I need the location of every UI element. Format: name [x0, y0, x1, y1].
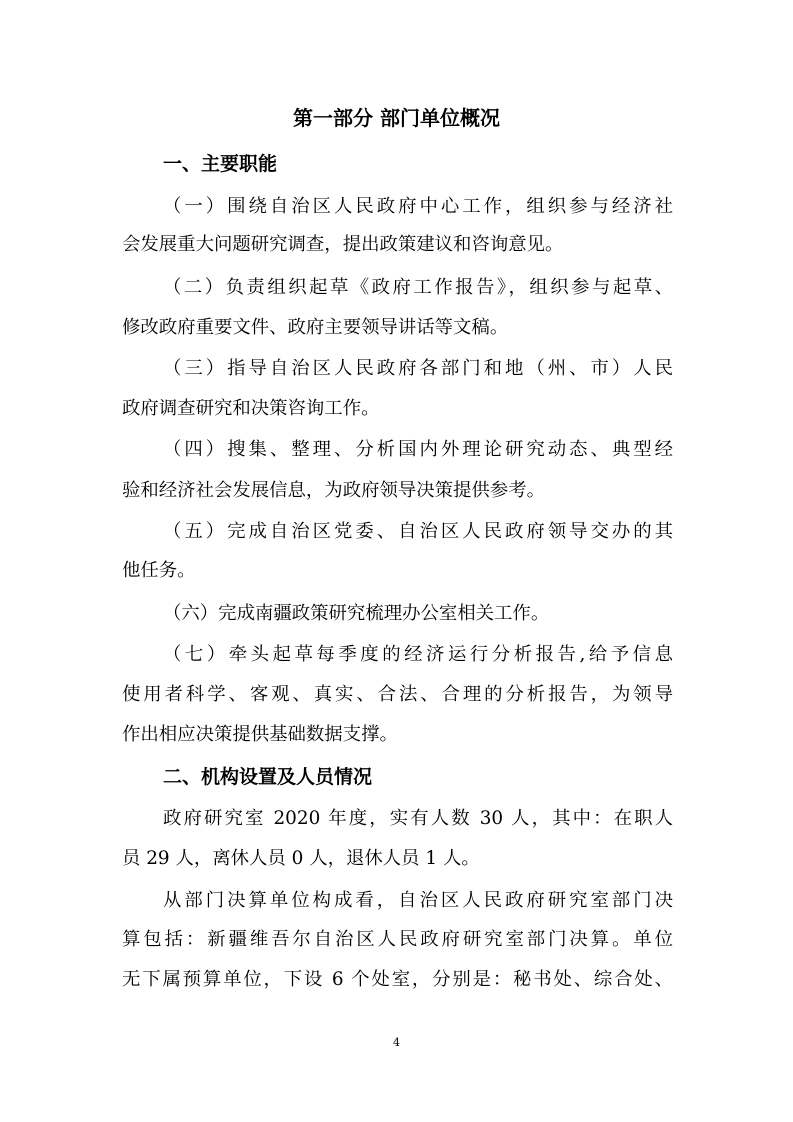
- paragraph-line: 员 29 人，离休人员 0 人，退休人员 1 人。: [122, 848, 480, 869]
- paragraph-line: （五）完成自治区党委、自治区人民政府领导交办的其: [163, 521, 673, 542]
- paragraph-line: （三）指导自治区人民政府各部门和地（州、市）人民: [163, 358, 673, 379]
- section-heading-main-functions: 一、主要职能: [163, 153, 278, 175]
- paragraph-line: 政府调查研究和决策咨询工作。: [122, 398, 380, 419]
- section-heading-organization-staff: 二、机构设置及人员情况: [163, 766, 373, 788]
- paragraph-line: 他任务。: [122, 560, 196, 581]
- paragraph-line: 政府研究室 2020 年度，实有人数 30 人，其中：在职人: [163, 808, 673, 829]
- page-title: 第一部分 部门单位概况: [293, 106, 500, 130]
- paragraph-line: （七）牵头起草每季度的经济运行分析报告,给予信息: [163, 644, 673, 665]
- paragraph-line: （一）围绕自治区人民政府中心工作，组织参与经济社: [163, 196, 673, 217]
- paragraph-line: （六）完成南疆政策研究梳理办公室相关工作。: [163, 603, 550, 624]
- paragraph-line: 算包括：新疆维吾尔自治区人民政府研究室部门决算。单位: [122, 929, 673, 950]
- paragraph-line: 会发展重大问题研究调查，提出政策建议和咨询意见。: [122, 234, 564, 255]
- paragraph-line: （四）搜集、整理、分析国内外理论研究动态、典型经: [163, 439, 673, 460]
- paragraph-line: （二）负责组织起草《政府工作报告》，组织参与起草、: [163, 277, 673, 298]
- paragraph-line: 作出相应决策提供基础数据支撑。: [122, 724, 398, 745]
- page-number: 4: [393, 1036, 400, 1049]
- paragraph-line: 从部门决算单位构成看，自治区人民政府研究室部门决: [163, 890, 673, 911]
- paragraph-line: 使用者科学、客观、真实、合法、合理的分析报告，为领导: [122, 684, 673, 705]
- paragraph-line: 修改政府重要文件、政府主要领导讲话等文稿。: [122, 317, 509, 338]
- paragraph-line: 验和经济社会发展信息，为政府领导决策提供参考。: [122, 480, 545, 501]
- paragraph-line: 无下属预算单位，下设 6 个处室，分别是：秘书处、综合处、: [122, 969, 673, 990]
